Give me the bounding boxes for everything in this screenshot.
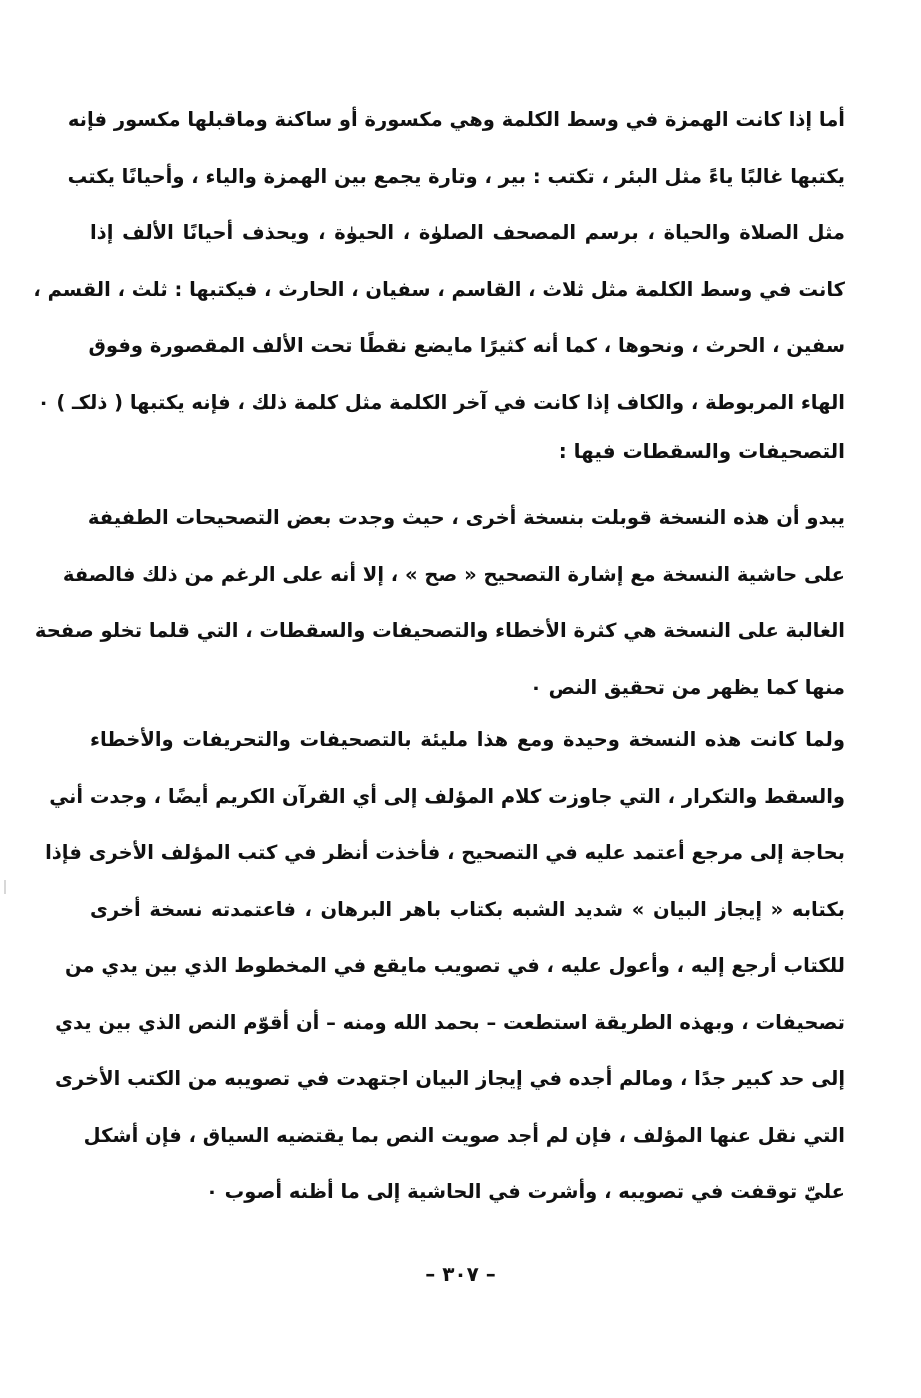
text-line: التي نقل عنها المؤلف ، فإن لم أجد صويت النص بما يقتضيه السياق ، فإن أشكل <box>83 1123 845 1147</box>
paragraph-corrections <box>34 490 845 716</box>
paragraph-hamza-spelling <box>33 92 845 431</box>
text-line: سفين ، الحرث ، ونحوها ، كما أنه كثيرًا مايضع نقطًا تحت الألف المقصورة وفوق <box>88 334 845 357</box>
text-line: بحاجة إلى مرجع أعتمد عليه في التصحيح ، فأخذت أنظر في كتب المؤلف الأخرى فإذا <box>45 841 845 864</box>
page-number: – ٣٠٧ – <box>425 1262 496 1286</box>
text-line: الغالبة على النسخة هي كثرة الأخطاء والتصحيفات والسقطات ، التي قلما تخلو صفحة <box>34 619 845 642</box>
text-line: الهاء المربوطة ، والكاف إذا كانت في آخر الكلمة مثل كلمة ذلك ، فإنه يكتبها ( ذلكـ ) ٠ <box>37 390 845 414</box>
text-line: والسقط والتكرار ، التي جاوزت كلام المؤلف إلى أي القرآن الكريم أيضًا ، وجدت أني <box>49 784 845 808</box>
text-line: ولما كانت هذه النسخة وحيدة ومع هذا مليئة بالتصحيفات والتحريفات والأخطاء <box>90 728 845 751</box>
text-line: للكتاب أرجع إليه ، وأعول عليه ، في تصويب مايقع في المخطوط الذي بين يدي من <box>64 954 845 977</box>
text-line: تصحيفات ، وبهذه الطريقة استطعت – بحمد الله ومنه – أن أقوّم النص الذي بين يدي <box>55 1010 845 1034</box>
text-line: عليّ توقفت في تصويبه ، وأشرت في الحاشية إلى ما أظنه أصوب ٠ <box>205 1180 845 1203</box>
text-line: منها كما يظهر من تحقيق النص ٠ <box>529 675 845 699</box>
scan-edge-mark <box>4 880 6 894</box>
text-line: بكتابه « إيجاز البيان » شديد الشبه بكتاب باهر البرهان ، فاعتمدته نسخة أخرى <box>90 897 845 921</box>
section-heading-text: التصحيفات والسقطات فيها : <box>558 439 845 463</box>
text-line: كانت في وسط الكلمة مثل ثلاث ، القاسم ، سفيان ، الحارث ، فيكتبها : ثلث ، القسم ، <box>33 277 845 301</box>
text-line: يبدو أن هذه النسخة قوبلت بنسخة أخرى ، حيث وجدت بعض التصحيحات الطفيفة <box>87 506 845 529</box>
text-line: يكتبها غالبًا ياءً مثل البئر ، تكتب : بير ، وتارة يجمع بين الهمزة والياء ، وأحيانًا يكتب <box>67 164 845 188</box>
text-line: إلى حد كبير جدًا ، ومالم أجده في إيجاز البيان اجتهدت في تصويبه من الكتب الأخرى <box>55 1067 845 1090</box>
text-line: على حاشية النسخة مع إشارة التصحيح « صح » ، إلا أنه على الرغم من ذلك فالصفة <box>62 562 845 586</box>
text-line: مثل الصلاة والحياة ، برسم المصحف الصلوٰة ، الحيوٰة ، ويحذف أحيانًا الألف إذا <box>90 221 845 244</box>
paragraph-methodology <box>45 712 845 1221</box>
text-line: أما إذا كانت الهمزة في وسط الكلمة وهي مكسورة أو ساكنة وماقبلها مكسور فإنه <box>67 108 845 131</box>
section-heading <box>90 425 845 477</box>
